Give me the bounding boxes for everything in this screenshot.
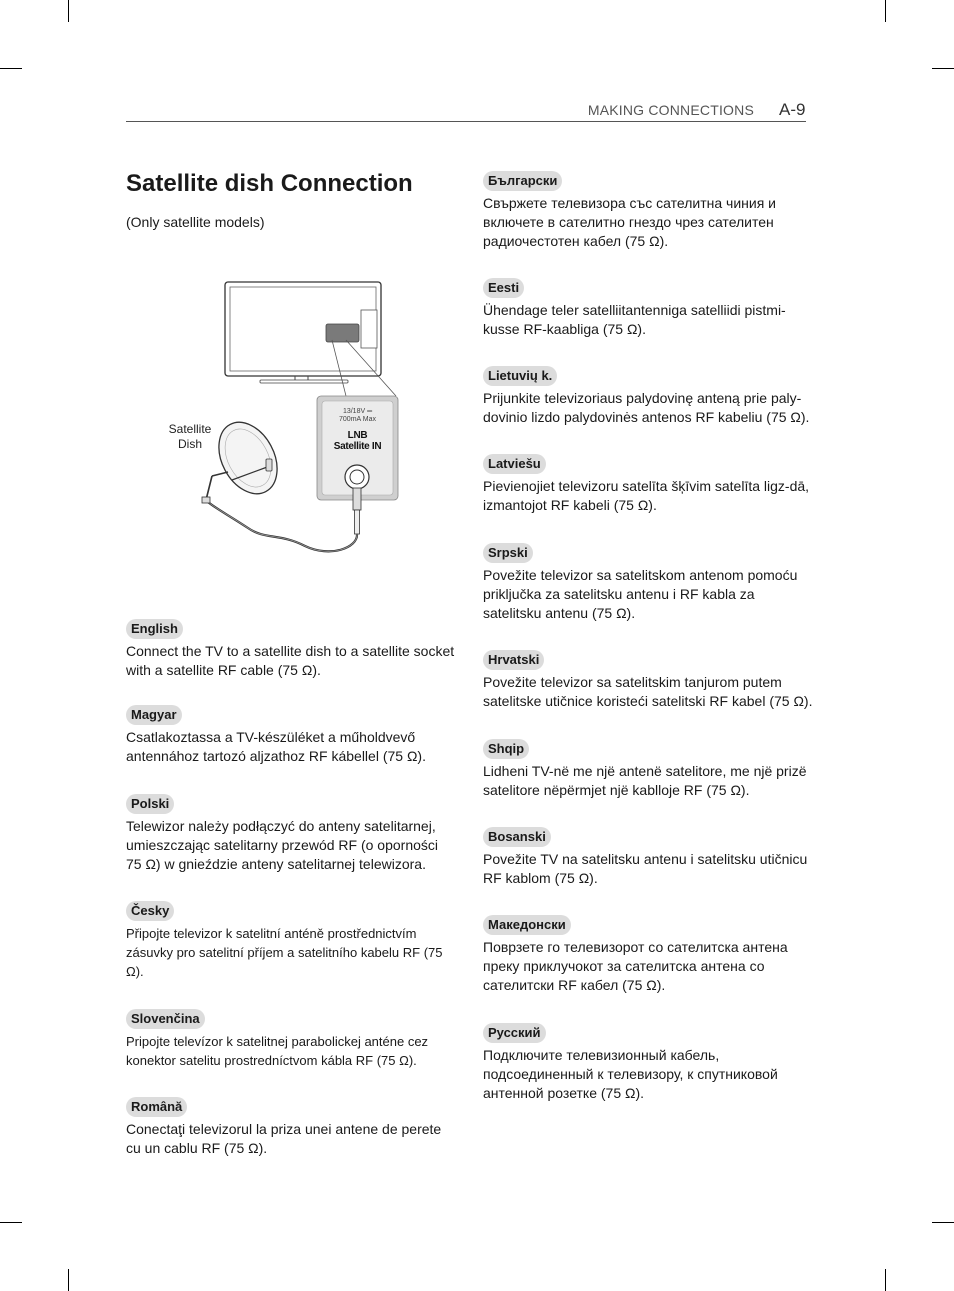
lang-text: Povežite televizor sa satelitskim tanjurom putem satelitske utičnice koristeći satelitski RF kabel (75 Ω). [483, 674, 813, 709]
lang-tag: Lietuvių k. [483, 366, 557, 386]
lang-text: Lidheni TV-në me një antenë satelitore, me një prizë satelitore nëpërmjet një kablloje RF (75 Ω). [483, 763, 807, 798]
port-name-line1: LNB [347, 430, 368, 441]
lang-text: Conectaţi televizorul la priza unei antene de perete cu un cablu RF (75 Ω). [126, 1121, 442, 1156]
lang-block-polski [126, 794, 456, 874]
crop-mark [68, 1269, 69, 1291]
lang-text: Povežite televizor sa satelitskom antenom pomoću priključka za satelitsku antenu i RF kabla za satelitsku antenu (75 Ω). [483, 567, 798, 621]
lang-text: Prijunkite televizoriaus palydovinę anteną prie paly-dovinio lizdo palydovinės antenos RF kabeliu (75 Ω). [483, 390, 810, 425]
lang-block-magyar [126, 705, 456, 766]
lang-tag: Русский [483, 1023, 546, 1043]
lang-text: Povežite TV na satelitsku antenu i satelitsku utičnicu RF kablom (75 Ω). [483, 851, 808, 886]
lang-tag: Română [126, 1097, 187, 1117]
dish-label-line2: Dish [177, 437, 202, 451]
connection-diagram [160, 278, 410, 568]
lang-tag: Eesti [483, 278, 524, 298]
lang-text: Свържете телевизора със сателитна чиния и включете в сателитно гнездо чрез сателитен радиочестотен кабел (75 Ω). [483, 195, 776, 249]
lang-tag: Slovenčina [126, 1009, 205, 1029]
lang-text: Поврзете го телевизорот со сателитска антена преку приклучокот за сателитска антена со сателитски RF кабел (75 Ω). [483, 939, 788, 993]
lang-text: Telewizor należy podłączyć do anteny satelitarnej, umieszczając satelitarny przewód RF (o oporności 75 Ω) w gnieździe anteny satelitarnej telewizora. [126, 818, 439, 872]
crop-mark [885, 0, 886, 22]
lang-block-srpski [483, 543, 813, 623]
lang-text: Pievienojiet televizoru satelīta šķīvim satelīta ligz-dā, izmantojot RF kabeli (75 Ω). [483, 478, 810, 513]
lang-block-makedonski [483, 915, 813, 995]
lang-block-slovencina [126, 1009, 456, 1070]
crop-mark [932, 68, 954, 69]
page-title: Satellite dish Connection [126, 170, 413, 197]
dish-label [160, 422, 220, 452]
lang-text: Csatlakoztassa a TV-készüléket a műholdvevő antennához tartozó aljzathoz RF kábellel (75 Ω). [126, 729, 426, 764]
crop-mark [932, 1222, 954, 1223]
lang-block-lietuviu [483, 366, 813, 427]
lang-tag: Македонски [483, 915, 571, 935]
port-name-line2: Satellite IN [333, 441, 382, 452]
port-current: 700mA Max [339, 416, 376, 423]
lang-tag: Srpski [483, 543, 533, 563]
page-number: A-9 [779, 100, 806, 119]
lang-block-english [126, 619, 456, 680]
lang-tag: Български [483, 171, 562, 191]
lang-block-cesky [126, 901, 456, 981]
crop-mark [0, 68, 22, 69]
lang-block-romana [126, 1097, 456, 1158]
lang-tag: English [126, 619, 183, 639]
lang-block-hrvatski [483, 650, 813, 711]
lang-text: Ühendage teler satelliitantenniga satelliidi pistmi-kusse RF-kaabliga (75 Ω). [483, 302, 786, 337]
lang-text: Connect the TV to a satellite dish to a satellite socket with a satellite RF cable (75 Ω). [126, 643, 455, 678]
lang-tag: Bosanski [483, 827, 551, 847]
lang-block-bosanski [483, 827, 813, 888]
crop-mark [68, 0, 69, 22]
lang-tag: Česky [126, 901, 174, 921]
lang-block-russkiy [483, 1023, 813, 1103]
lang-tag: Magyar [126, 705, 182, 725]
lang-tag: Polski [126, 794, 174, 814]
lang-text: Připojte televizor k satelitní anténě prostřednictvím zásuvky pro satelitní příjem a satelitního kabelu RF (75 Ω). [126, 926, 443, 979]
lang-text: Pripojte televízor k satelitnej parabolickej anténe cez konektor satelitu prostredníctvom kábla RF (75 Ω). [126, 1034, 429, 1068]
header-section: MAKING CONNECTIONS [587, 102, 754, 118]
lang-block-shqip [483, 739, 813, 800]
lang-tag: Latviešu [483, 454, 546, 474]
header-rule [126, 121, 806, 122]
lang-tag: Hrvatski [483, 650, 544, 670]
port-name [322, 430, 393, 452]
dish-label-line1: Satellite [168, 422, 212, 436]
page-subtitle: (Only satellite models) [126, 214, 265, 230]
lang-text: Подключите телевизионный кабель, подсоединенный к телевизору, к спутниковой антенной розетке (75 Ω). [483, 1047, 778, 1101]
crop-mark [0, 1222, 22, 1223]
crop-mark [885, 1269, 886, 1291]
lang-block-eesti [483, 278, 813, 339]
lang-block-bulgarian [483, 171, 813, 251]
tv-icon [225, 282, 381, 383]
lang-tag: Shqip [483, 739, 529, 759]
lang-block-latviesu [483, 454, 813, 515]
port-rating [322, 408, 393, 424]
port-voltage: 13/18V ═ [342, 408, 373, 415]
